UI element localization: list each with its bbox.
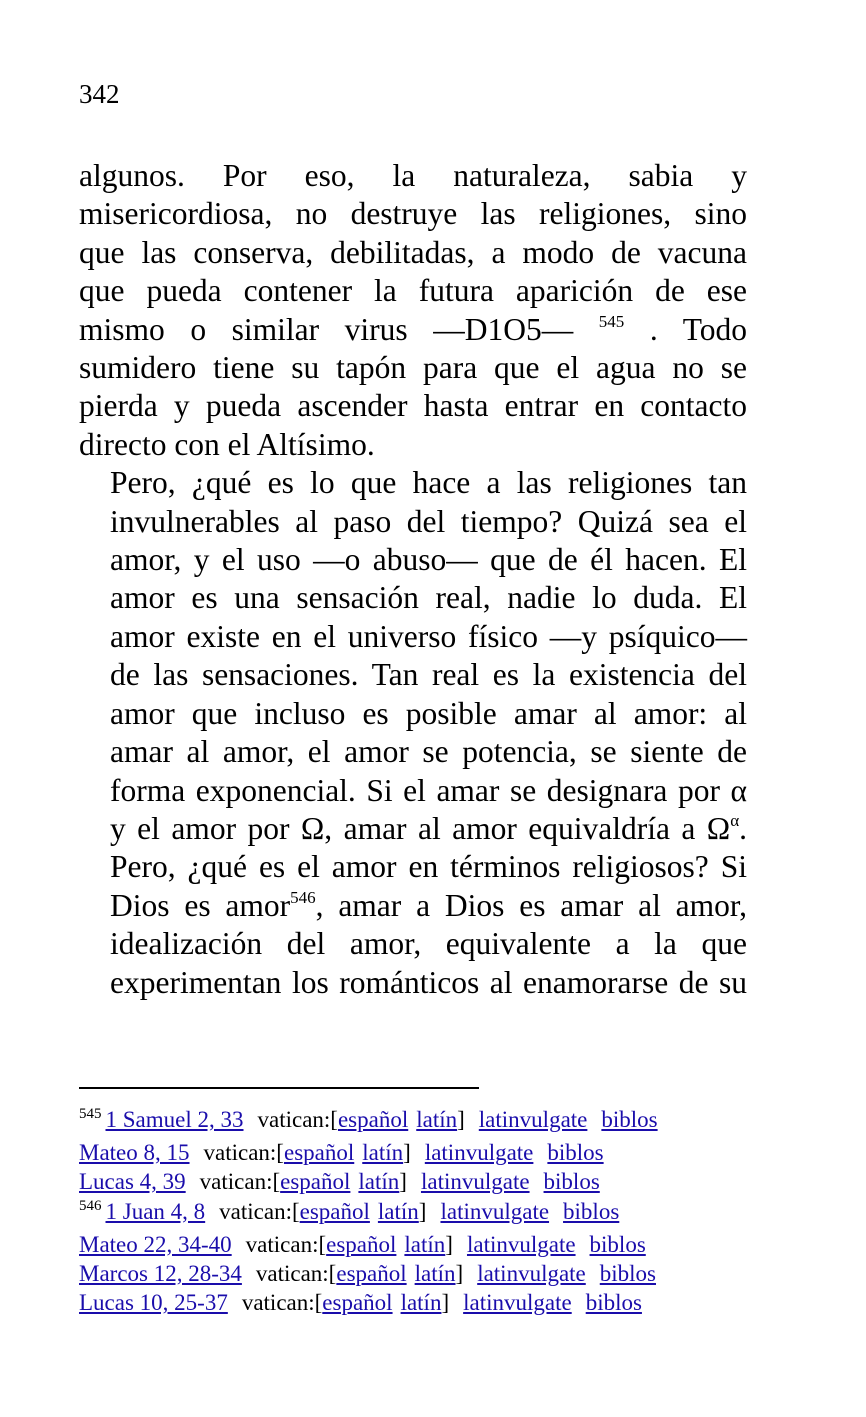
text-line: amor existe en el universo físico —y psíquico— (110, 618, 747, 654)
biblos-link[interactable]: biblos (547, 1140, 604, 1166)
biblos-link[interactable]: biblos (585, 1290, 642, 1316)
footnote-ref-545[interactable]: 545 (598, 311, 625, 331)
vatican-label: vatican:[ (255, 1261, 337, 1287)
text-line: misericordiosa, no destruye las religiones, sino (79, 196, 747, 232)
footnote-line (79, 1259, 658, 1288)
bracket: ] (457, 1107, 465, 1132)
vatican-label: vatican:[ (199, 1169, 281, 1195)
footnote-line (79, 1197, 658, 1230)
page-number: 342 (79, 79, 120, 109)
bracket: ] (399, 1169, 407, 1195)
footnote-number: 546 (79, 1197, 102, 1214)
latin-link[interactable]: latín (358, 1169, 400, 1195)
bible-reference-link[interactable]: Lucas 10, 25-37 (79, 1290, 228, 1316)
latin-link[interactable]: latín (377, 1198, 419, 1224)
latinvulgate-link[interactable]: latinvulgate (478, 1107, 588, 1132)
bible-reference-link[interactable]: 1 Samuel 2, 33 (105, 1107, 244, 1132)
latin-link[interactable]: latín (404, 1231, 446, 1257)
spanish-link[interactable]: español (299, 1198, 370, 1224)
text-line: experimentan los románticos al enamorarse de su (110, 964, 747, 1000)
spanish-link[interactable]: español (280, 1169, 351, 1195)
text-fragment: . (739, 810, 747, 846)
latinvulgate-link[interactable]: latinvulgate (440, 1198, 550, 1224)
spanish-link[interactable]: español (322, 1290, 393, 1316)
vatican-label: vatican:[ (203, 1140, 284, 1166)
bracket: ] (445, 1231, 453, 1257)
text-line: sumidero tiene su tapón para que el agua no se (79, 350, 747, 386)
footnote-line (79, 1138, 658, 1167)
footnote-divider (79, 1087, 479, 1089)
text-fragment: Dios es amor (110, 887, 291, 923)
text-line: amar al amor, el amor se potencia, se siente de (110, 734, 747, 770)
bible-reference-link[interactable]: Mateo 22, 34-40 (79, 1231, 232, 1257)
text-line: de las sensaciones. Tan real es la existencia del (110, 657, 747, 693)
vatican-label: vatican:[ (241, 1290, 323, 1316)
body-text (79, 157, 747, 1002)
latinvulgate-link[interactable]: latinvulgate (477, 1261, 586, 1287)
biblos-link[interactable]: biblos (563, 1198, 620, 1224)
bible-reference-link[interactable]: Marcos 12, 28-34 (79, 1261, 242, 1287)
paragraph-1 (79, 157, 747, 464)
text-line: amor, y el uso —o abuso— que de él hacen. El (110, 542, 747, 578)
latinvulgate-link[interactable]: latinvulgate (420, 1169, 530, 1195)
latin-link[interactable]: latín (414, 1261, 456, 1287)
bible-reference-link[interactable]: 1 Juan 4, 8 (105, 1198, 206, 1224)
paragraph-2 (79, 464, 747, 1002)
footnote-line (79, 1167, 658, 1196)
text-line (79, 810, 747, 848)
text-line: amor es una sensación real, nadie lo duda. El (110, 580, 747, 616)
bible-reference-link[interactable]: Mateo 8, 15 (79, 1140, 190, 1166)
vatican-label: vatican:[ (245, 1231, 327, 1257)
spanish-link[interactable]: español (326, 1231, 397, 1257)
spanish-link[interactable]: español (336, 1261, 407, 1287)
text-line: que pueda contener la futura aparición de ese (79, 273, 747, 309)
text-line (79, 887, 747, 925)
latin-link[interactable]: latín (362, 1140, 404, 1166)
bracket: ] (418, 1198, 427, 1224)
bracket: ] (403, 1140, 411, 1166)
latin-link[interactable]: latín (416, 1107, 458, 1132)
text-line: Pero, ¿qué es el amor en términos religiosos? Si (110, 849, 747, 885)
text-fragment: mismo o similar virus —D1O5— (79, 311, 574, 347)
latinvulgate-link[interactable]: latinvulgate (463, 1290, 572, 1316)
footnote-line (79, 1105, 658, 1138)
spanish-link[interactable]: español (337, 1107, 409, 1132)
bible-reference-link[interactable]: Lucas 4, 39 (79, 1169, 186, 1195)
text-fragment: , amar a Dios es amar al amor, (315, 887, 747, 923)
biblos-link[interactable]: biblos (601, 1107, 658, 1132)
biblos-link[interactable]: biblos (589, 1231, 646, 1257)
biblos-link[interactable]: biblos (543, 1169, 600, 1195)
bracket: ] (441, 1290, 450, 1316)
text-line: que las conserva, debilitadas, a modo de vacuna (79, 234, 747, 270)
footnotes (79, 1105, 658, 1317)
footnote-ref-546[interactable]: 546 (290, 887, 316, 907)
superscript-alpha: α (730, 810, 740, 830)
text-line: pierda y pueda ascender hasta entrar en contacto (79, 388, 747, 424)
text-fragment: y el amor por Ω, amar al amor equivaldría a Ω (110, 810, 731, 846)
spanish-link[interactable]: español (283, 1140, 355, 1166)
text-line: invulnerables al paso del tiempo? Quizá sea el (110, 503, 747, 539)
latinvulgate-link[interactable]: latinvulgate (466, 1231, 576, 1257)
text-line: forma exponencial. Si el amar se designara por α (110, 772, 747, 808)
latin-link[interactable]: latín (400, 1290, 442, 1316)
footnote-line (79, 1288, 658, 1317)
text-line: directo con el Altísimo. (79, 426, 375, 462)
text-line: Pero, ¿qué es lo que hace a las religiones tan (110, 465, 747, 501)
biblos-link[interactable]: biblos (599, 1261, 656, 1287)
bracket: ] (455, 1261, 464, 1287)
vatican-label: vatican:[ (257, 1107, 338, 1132)
text-line (79, 311, 747, 349)
footnote-number: 545 (79, 1106, 102, 1122)
text-line: amor que incluso es posible amar al amor: al (110, 695, 747, 731)
latinvulgate-link[interactable]: latinvulgate (424, 1140, 534, 1166)
vatican-label: vatican:[ (219, 1198, 300, 1224)
text-fragment: . Todo (649, 311, 748, 347)
text-line: algunos. Por eso, la naturaleza, sabia y (79, 158, 747, 193)
footnote-line (79, 1230, 658, 1259)
text-line: idealización del amor, equivalente a la que (110, 926, 747, 962)
